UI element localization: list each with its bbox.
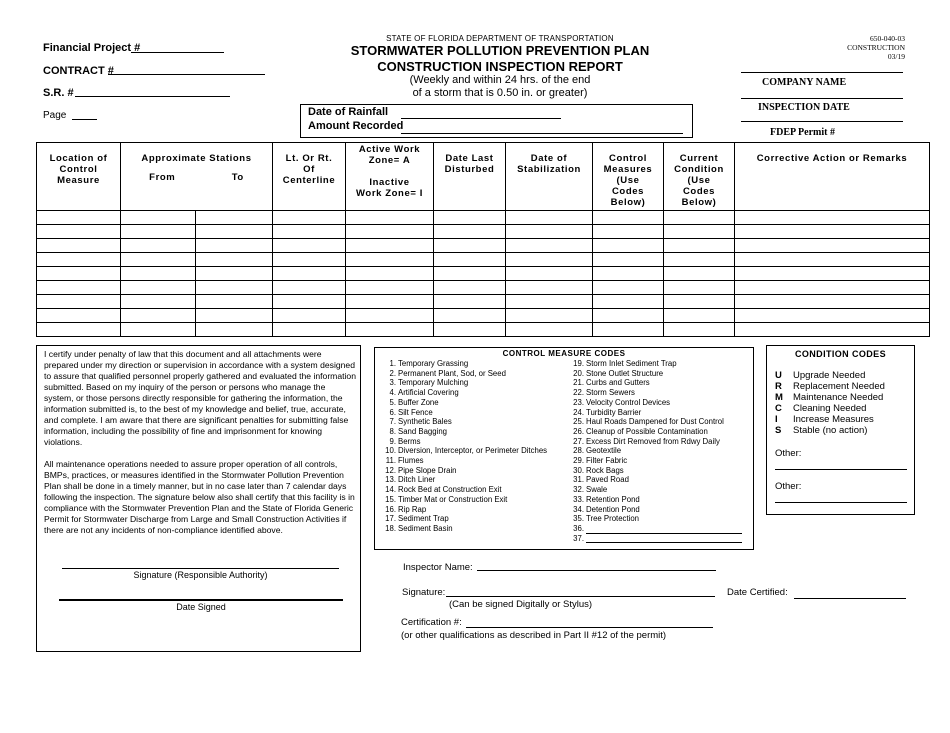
control-code-number: 14. — [385, 485, 396, 495]
col-stations: Approximate Stations From To — [121, 143, 273, 211]
table-row — [37, 281, 930, 295]
table-cell[interactable] — [664, 267, 735, 281]
table-cell[interactable] — [121, 239, 196, 253]
table-cell[interactable] — [37, 295, 121, 309]
agency-name: STATE OF FLORIDA DEPARTMENT OF TRANSPORTATION — [386, 34, 614, 43]
table-cell[interactable] — [664, 309, 735, 323]
table-cell[interactable] — [506, 253, 593, 267]
table-cell[interactable] — [506, 239, 593, 253]
table-cell[interactable] — [735, 253, 930, 267]
control-code-label: Sand Bagging — [398, 426, 447, 436]
table-row — [37, 267, 930, 281]
control-codes-right-column — [567, 359, 742, 543]
table-cell[interactable] — [735, 295, 930, 309]
table-cell[interactable] — [37, 253, 121, 267]
certification-number-label: Certification #: — [401, 617, 462, 628]
control-code-number: 25. — [573, 417, 584, 427]
table-cell[interactable] — [273, 267, 346, 281]
control-code-item — [567, 524, 742, 534]
contract-field[interactable] — [108, 74, 265, 75]
condition-codes-box — [766, 345, 915, 515]
rainfall-date-label: Date of Rainfall — [308, 106, 389, 118]
form-code — [847, 34, 905, 61]
control-code-number: 16. — [385, 504, 396, 514]
control-code-label: Artificial Covering — [398, 388, 459, 398]
control-code-item — [379, 408, 547, 418]
control-code-item — [379, 369, 547, 379]
table-cell[interactable] — [346, 323, 434, 337]
certification-paragraph-2: All maintenance operations needed to assure proper operation of all controls, BMPs, practices, or measures identified in the Stormwater Pollution Prevention Plan shall be done in a timely manner, but in no case later than 7 calendar days following the inspection. The signature below also shall certify that this facility is in compliance with the Stormwater Prevention Plan and the State of Florida Generic Permit for Stormwater Discharge from Large and Small Construction Activities if there are not any incidents of non-compliance identified above. — [44, 459, 355, 535]
table-cell[interactable] — [346, 253, 434, 267]
control-code-label: Turbidity Barrier — [586, 407, 642, 417]
table-cell[interactable] — [121, 211, 196, 225]
control-code-number: 30. — [573, 465, 584, 475]
control-code-label: Rip Rap — [398, 504, 427, 514]
table-cell[interactable] — [593, 239, 664, 253]
table-cell[interactable] — [346, 267, 434, 281]
control-code-item — [567, 369, 742, 379]
condition-other-2-label: Other: — [775, 481, 802, 492]
inspector-name-label: Inspector Name: — [403, 562, 473, 573]
table-cell[interactable] — [346, 309, 434, 323]
rainfall-box — [300, 104, 693, 138]
control-code-item — [567, 514, 742, 524]
table-cell[interactable] — [593, 309, 664, 323]
control-code-item — [379, 505, 547, 515]
table-cell[interactable] — [37, 239, 121, 253]
table-cell[interactable] — [273, 225, 346, 239]
control-code-item — [567, 437, 742, 447]
condition-codes-title: CONDITION CODES — [794, 349, 886, 359]
table-cell[interactable] — [346, 281, 434, 295]
table-cell[interactable] — [735, 211, 930, 225]
control-code-item — [379, 359, 547, 369]
control-code-item — [567, 495, 742, 505]
control-code-number: 22. — [573, 388, 584, 398]
control-code-label: Cleanup of Possible Contamination — [586, 426, 708, 436]
control-code-number: 17. — [385, 514, 396, 524]
control-code-item — [567, 466, 742, 476]
control-code-label: Tree Protection — [586, 514, 640, 524]
table-cell[interactable] — [121, 281, 196, 295]
control-code-label: Buffer Zone — [398, 397, 439, 407]
form-category: CONSTRUCTION — [847, 43, 905, 52]
col-current-condition: Current Condition (Use Codes Below) — [664, 143, 735, 211]
control-code-label: Swale — [586, 485, 608, 495]
condition-code-item — [775, 403, 866, 414]
table-cell[interactable] — [434, 253, 506, 267]
control-code-number: 28. — [573, 446, 584, 456]
control-code-number: 5. — [389, 397, 396, 407]
control-code-label: Storm Sewers — [586, 388, 635, 398]
control-code-item — [379, 495, 547, 505]
table-row — [37, 309, 930, 323]
sr-label: S.R. # — [43, 87, 74, 99]
control-code-label: Sediment Trap — [398, 514, 449, 524]
control-code-item — [379, 475, 547, 485]
control-code-number: 19. — [573, 359, 584, 368]
page-subtitle: CONSTRUCTION INSPECTION REPORT — [377, 59, 623, 74]
control-code-item — [379, 514, 547, 524]
control-code-number: 9. — [389, 436, 396, 446]
control-code-number: 15. — [385, 494, 396, 504]
control-code-label: Temporary Grassing — [398, 359, 469, 368]
control-code-number: 12. — [385, 465, 396, 475]
custom-control-code-field[interactable] — [586, 526, 742, 534]
control-code-label: Curbs and Gutters — [586, 378, 650, 388]
control-code-label: Retention Pond — [586, 494, 640, 504]
control-code-number: 8. — [389, 426, 396, 436]
table-cell[interactable] — [273, 253, 346, 267]
table-cell[interactable] — [506, 267, 593, 281]
inspection-date-label: INSPECTION DATE — [758, 102, 850, 113]
responsible-signature-field[interactable] — [62, 568, 339, 569]
control-code-item — [567, 388, 742, 398]
fdep-permit-label: FDEP Permit # — [770, 127, 835, 138]
certification-box — [36, 345, 361, 652]
condition-code-item — [775, 392, 883, 403]
condition-code-letter: C — [775, 403, 782, 414]
table-cell[interactable] — [735, 309, 930, 323]
table-row — [37, 211, 930, 225]
condition-code-letter: U — [775, 370, 782, 381]
control-code-item — [567, 534, 742, 544]
control-code-label: Paved Road — [586, 475, 629, 485]
financial-project-label: Financial Project # — [43, 42, 141, 54]
table-cell[interactable] — [434, 211, 506, 225]
table-cell[interactable] — [196, 253, 273, 267]
table-cell[interactable] — [121, 309, 196, 323]
control-code-label: Geotextile — [586, 446, 622, 456]
table-cell[interactable] — [273, 281, 346, 295]
date-certified-label: Date Certified: — [727, 587, 788, 598]
condition-code-letter: S — [775, 425, 782, 436]
table-row — [37, 323, 930, 337]
table-cell[interactable] — [664, 225, 735, 239]
table-cell[interactable] — [434, 239, 506, 253]
table-cell[interactable] — [196, 211, 273, 225]
control-code-number: 31. — [573, 475, 584, 485]
control-code-label: Ditch Liner — [398, 475, 436, 485]
control-code-number: 24. — [573, 407, 584, 417]
control-code-label: Silt Fence — [398, 407, 433, 417]
table-cell[interactable] — [196, 281, 273, 295]
table-cell[interactable] — [664, 239, 735, 253]
col-location: Location of Control Measure — [37, 143, 121, 211]
table-cell[interactable] — [121, 295, 196, 309]
control-code-number: 29. — [573, 456, 584, 466]
table-cell[interactable] — [346, 295, 434, 309]
table-cell[interactable] — [664, 281, 735, 295]
control-code-number: 27. — [573, 436, 584, 446]
control-code-item — [567, 456, 742, 466]
table-cell[interactable] — [506, 309, 593, 323]
control-code-item — [379, 417, 547, 427]
table-cell[interactable] — [37, 225, 121, 239]
table-cell[interactable] — [346, 239, 434, 253]
control-code-number: 23. — [573, 397, 584, 407]
control-measure-codes-box — [374, 347, 754, 550]
control-code-item — [379, 378, 547, 388]
table-cell[interactable] — [664, 253, 735, 267]
table-cell[interactable] — [593, 295, 664, 309]
rainfall-amount-field[interactable] — [401, 133, 683, 134]
condition-code-item — [775, 381, 885, 392]
table-cell[interactable] — [434, 309, 506, 323]
control-code-number: 37. — [573, 533, 584, 543]
rainfall-amount-label: Amount Recorded — [308, 120, 404, 132]
table-cell[interactable] — [434, 267, 506, 281]
condition-code-item — [775, 425, 867, 436]
condition-other-1-field[interactable] — [775, 469, 907, 470]
col-side: Lt. Or Rt. Of Centerline — [273, 143, 346, 211]
custom-control-code-field[interactable] — [586, 535, 742, 543]
table-cell[interactable] — [121, 253, 196, 267]
table-cell[interactable] — [196, 309, 273, 323]
control-code-number: 21. — [573, 378, 584, 388]
condition-code-item — [775, 370, 865, 381]
control-code-item — [379, 388, 547, 398]
certification-number-field[interactable] — [466, 627, 713, 628]
control-code-label: Timber Mat or Construction Exit — [398, 494, 508, 504]
control-code-number: 18. — [385, 523, 396, 533]
financial-project-field[interactable] — [131, 52, 224, 53]
control-code-number: 3. — [389, 378, 396, 388]
table-cell[interactable] — [735, 239, 930, 253]
control-measure-codes-title: CONTROL MEASURE CODES — [502, 349, 626, 358]
contract-label: CONTRACT # — [43, 65, 114, 77]
condition-code-label: Upgrade Needed — [793, 370, 866, 381]
table-cell[interactable] — [434, 295, 506, 309]
inspection-table — [36, 142, 930, 337]
control-code-label: Permanent Plant, Sod, or Seed — [398, 368, 506, 378]
table-cell[interactable] — [196, 225, 273, 239]
control-code-number: 11. — [385, 456, 396, 466]
table-cell[interactable] — [37, 323, 121, 337]
control-code-item — [379, 427, 547, 437]
page-title: STORMWATER POLLUTION PREVENTION PLAN — [350, 43, 650, 58]
table-cell[interactable] — [434, 225, 506, 239]
certification-paragraph-1: I certify under penalty of law that this document and all attachments were prepared under my direction or supervision in accordance with a system designed to assure that qualified personnel properly gathered and evaluated the information submitted. Based on my inquiry of the person or persons who manage the system, or those persons directly responsible for gathering the information, the information submitted is, to the best of my knowledge and belief, true, accurate, and complete. I am aware that there are significant penalties for submitting false information, including the possibility of fine and imprisonment for knowing violations. — [44, 349, 356, 447]
frequency-note-2: of a storm that is 0.50 in. or greater) — [412, 87, 588, 99]
control-code-label: Pipe Slope Drain — [398, 465, 457, 475]
condition-code-letter: I — [775, 414, 778, 425]
table-cell[interactable] — [273, 323, 346, 337]
inspection-date-field[interactable] — [741, 121, 903, 122]
condition-code-label: Replacement Needed — [793, 381, 885, 392]
table-cell[interactable] — [593, 253, 664, 267]
table-cell[interactable] — [593, 225, 664, 239]
control-code-number: 7. — [389, 417, 396, 427]
form-title-block — [330, 34, 670, 100]
control-code-item — [567, 417, 742, 427]
table-row — [37, 225, 930, 239]
table-cell[interactable] — [593, 323, 664, 337]
control-code-label: Synthetic Bales — [398, 417, 452, 427]
condition-code-letter: R — [775, 381, 782, 392]
control-code-label: Haul Roads Dampened for Dust Control — [586, 417, 724, 427]
table-cell[interactable] — [121, 225, 196, 239]
control-code-label: Stone Outlet Structure — [586, 368, 664, 378]
page-field[interactable] — [72, 119, 97, 120]
form-number: 650-040-03 — [870, 34, 905, 43]
page-label: Page — [43, 110, 67, 121]
inspector-signature-note: (Can be signed Digitally or Stylus) — [449, 599, 593, 610]
col-from: From — [149, 172, 176, 183]
inspector-name-field[interactable] — [477, 570, 716, 571]
col-date-last-disturbed: Date Last Disturbed — [434, 143, 506, 211]
control-code-item — [567, 427, 742, 437]
control-code-number: 4. — [389, 388, 396, 398]
table-cell[interactable] — [37, 267, 121, 281]
table-cell[interactable] — [506, 295, 593, 309]
control-code-item — [567, 485, 742, 495]
control-code-item — [567, 505, 742, 515]
table-cell[interactable] — [735, 225, 930, 239]
date-certified-field[interactable] — [794, 598, 906, 599]
inspection-table-body — [37, 211, 930, 337]
table-cell[interactable] — [273, 309, 346, 323]
table-cell[interactable] — [121, 267, 196, 281]
table-cell[interactable] — [273, 295, 346, 309]
table-cell[interactable] — [121, 323, 196, 337]
table-cell[interactable] — [664, 211, 735, 225]
table-cell[interactable] — [506, 281, 593, 295]
table-cell[interactable] — [273, 239, 346, 253]
control-code-label: Diversion, Interceptor, or Perimeter Ditches — [398, 446, 548, 456]
col-to: To — [231, 172, 244, 183]
table-cell[interactable] — [735, 281, 930, 295]
control-code-item — [379, 485, 547, 495]
control-code-label: Flumes — [398, 456, 424, 466]
table-cell[interactable] — [346, 211, 434, 225]
control-code-label: Detention Pond — [586, 504, 640, 514]
table-cell[interactable] — [593, 211, 664, 225]
condition-other-1-label: Other: — [775, 448, 802, 459]
control-code-item — [567, 408, 742, 418]
table-cell[interactable] — [196, 267, 273, 281]
control-code-item — [567, 446, 742, 456]
table-cell[interactable] — [37, 309, 121, 323]
control-code-label: Filter Fabric — [586, 456, 628, 466]
control-code-label: Storm Inlet Sediment Trap — [586, 359, 677, 368]
table-cell[interactable] — [37, 281, 121, 295]
control-code-number: 34. — [573, 504, 584, 514]
table-cell[interactable] — [735, 323, 930, 337]
col-control-measures: Control Measures (Use Codes Below) — [593, 143, 664, 211]
table-cell[interactable] — [273, 211, 346, 225]
table-cell[interactable] — [735, 267, 930, 281]
table-cell[interactable] — [593, 267, 664, 281]
responsible-signature-caption: Signature (Responsible Authority) — [133, 570, 268, 580]
inspector-signature-label: Signature: — [402, 587, 446, 598]
date-signed-caption: Date Signed — [176, 602, 226, 612]
col-work-zone: Active Work Zone= A Inactive Work Zone= I — [346, 143, 434, 211]
condition-code-label: Stable (no action) — [793, 425, 868, 436]
control-code-number: 33. — [573, 494, 584, 504]
control-code-number: 35. — [573, 514, 584, 524]
control-code-number: 20. — [573, 368, 584, 378]
control-code-item — [379, 466, 547, 476]
control-code-label: Velocity Control Devices — [586, 397, 671, 407]
control-code-item — [567, 359, 742, 369]
table-row — [37, 253, 930, 267]
control-code-item — [379, 437, 547, 447]
table-cell[interactable] — [196, 239, 273, 253]
control-code-label: Sediment Basin — [398, 523, 453, 533]
table-cell[interactable] — [196, 323, 273, 337]
table-cell[interactable] — [506, 323, 593, 337]
condition-code-label: Maintenance Needed — [793, 392, 884, 403]
control-code-number: 26. — [573, 426, 584, 436]
table-cell[interactable] — [346, 225, 434, 239]
condition-code-letter: M — [775, 392, 783, 403]
col-date-stabilization: Date of Stabilization — [506, 143, 593, 211]
control-code-number: 1. — [389, 359, 396, 368]
table-cell[interactable] — [506, 211, 593, 225]
control-code-label: Berms — [398, 436, 421, 446]
condition-code-label: Cleaning Needed — [793, 403, 867, 414]
condition-code-item — [775, 414, 874, 425]
condition-code-label: Increase Measures — [793, 414, 874, 425]
control-code-label: Temporary Mulching — [398, 378, 469, 388]
date-signed-field[interactable] — [59, 599, 343, 601]
control-code-item — [567, 378, 742, 388]
control-codes-left-column — [379, 359, 547, 534]
control-code-item — [567, 475, 742, 485]
certification-number-note: (or other qualifications as described in Part II #12 of the permit) — [401, 630, 667, 641]
form-revision-date: 03/19 — [887, 52, 905, 61]
col-remarks: Corrective Action or Remarks — [735, 143, 930, 211]
control-code-item — [567, 398, 742, 408]
control-code-label: Excess Dirt Removed from Rdwy Daily — [586, 436, 720, 446]
table-cell[interactable] — [506, 225, 593, 239]
control-code-number: 6. — [389, 407, 396, 417]
table-cell[interactable] — [664, 323, 735, 337]
control-code-label: Rock Bags — [586, 465, 624, 475]
control-code-item — [379, 456, 547, 466]
control-code-item — [379, 524, 547, 534]
table-cell[interactable] — [664, 295, 735, 309]
inspector-signature-field[interactable] — [446, 596, 715, 597]
frequency-note-1: (Weekly and within 24 hrs. of the end — [409, 74, 591, 86]
control-code-number: 36. — [573, 523, 584, 533]
control-code-item — [379, 446, 547, 456]
table-cell[interactable] — [434, 323, 506, 337]
control-code-number: 10. — [385, 446, 396, 456]
table-cell[interactable] — [37, 211, 121, 225]
table-cell[interactable] — [434, 281, 506, 295]
table-row — [37, 295, 930, 309]
condition-other-2-field[interactable] — [775, 502, 907, 503]
control-code-number: 13. — [385, 475, 396, 485]
company-name-top-rule — [741, 72, 903, 73]
control-code-number: 2. — [389, 368, 396, 378]
control-code-item — [379, 398, 547, 408]
rainfall-date-field[interactable] — [401, 118, 561, 119]
control-code-number: 32. — [573, 485, 584, 495]
table-row — [37, 239, 930, 253]
company-name-field[interactable] — [741, 98, 903, 99]
sr-field[interactable] — [75, 96, 230, 97]
control-code-label: Rock Bed at Construction Exit — [398, 485, 502, 495]
table-cell[interactable] — [593, 281, 664, 295]
table-cell[interactable] — [196, 295, 273, 309]
company-name-label: COMPANY NAME — [762, 77, 847, 88]
